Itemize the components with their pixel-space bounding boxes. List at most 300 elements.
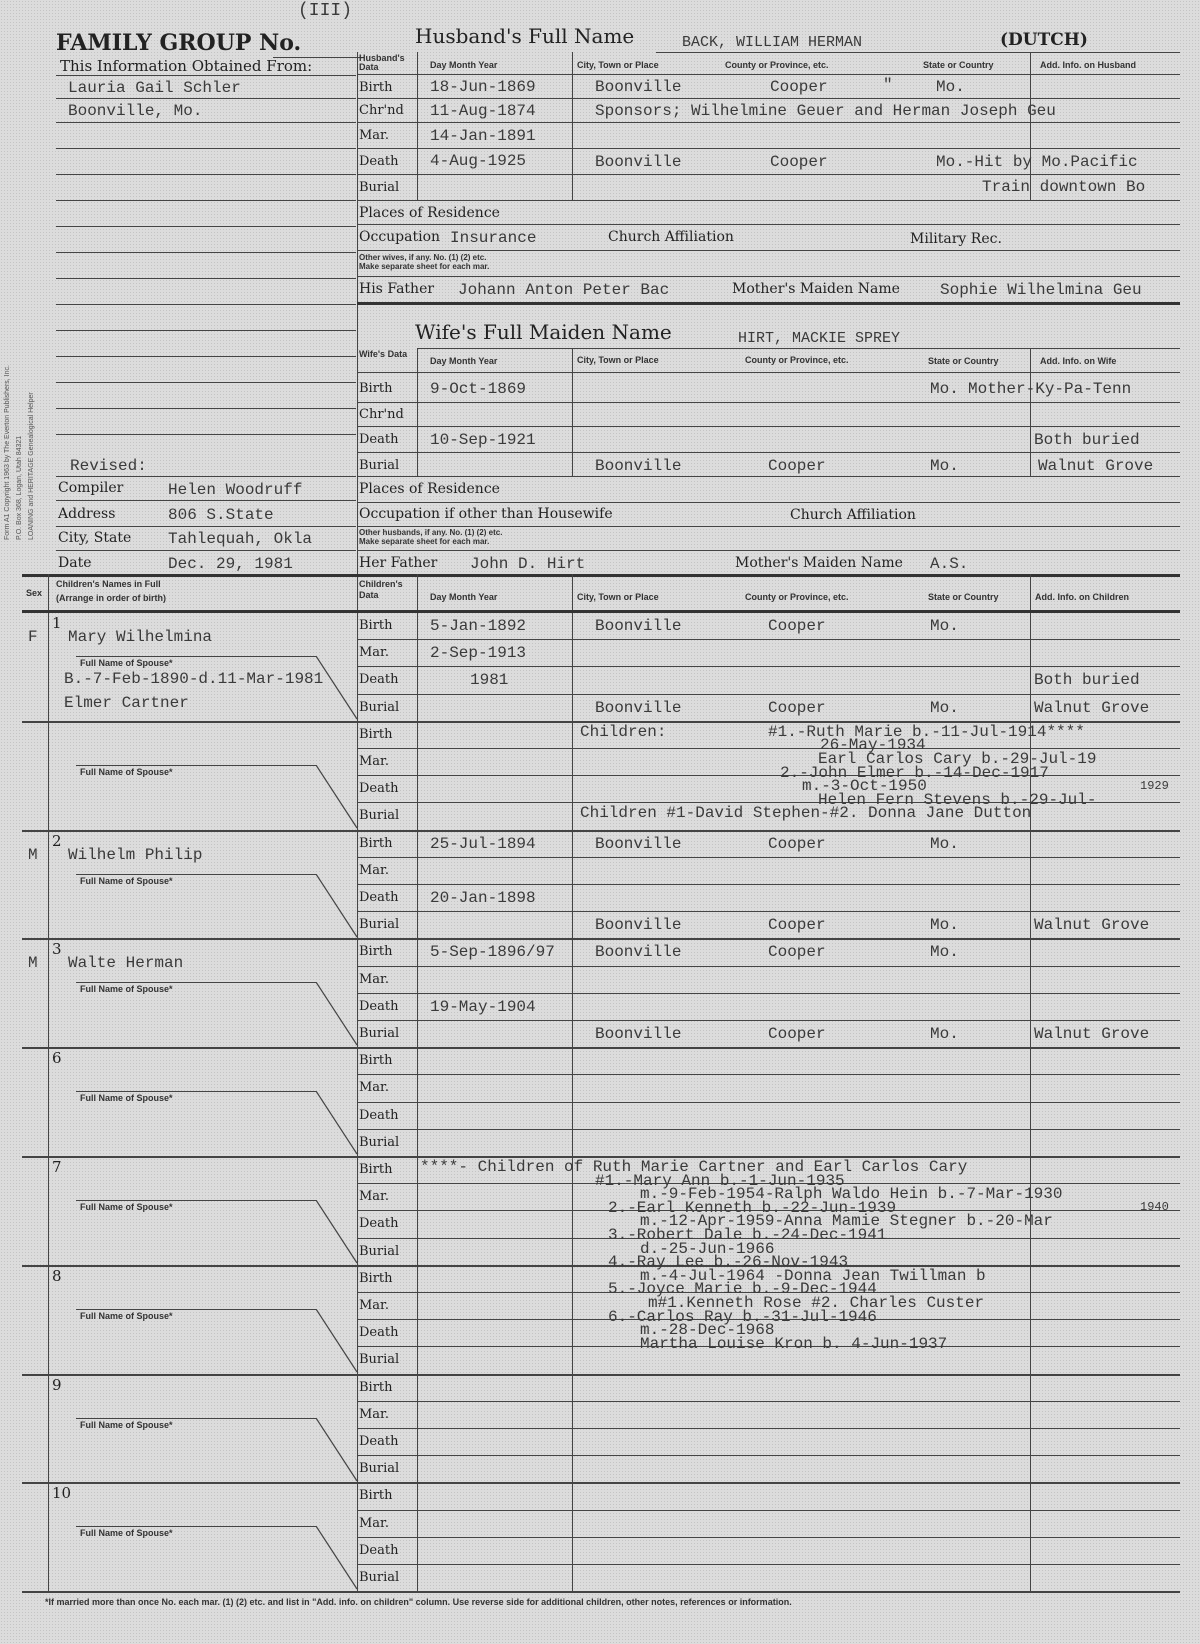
wife-church-label: Church Affiliation	[790, 507, 916, 523]
add-husband-header: Add. Info. on Husband	[1040, 60, 1136, 70]
block-divider	[22, 938, 1180, 940]
child-death-label: Death	[359, 1434, 399, 1449]
wife-death-date: 10-Sep-1921	[430, 431, 536, 449]
husband-chrnd-date: 11-Aug-1874	[430, 102, 536, 120]
child-birth-state: Mo.	[930, 943, 959, 962]
child-number: 2	[52, 831, 62, 850]
child-death-label: Death	[359, 672, 399, 688]
child-birth-county: Cooper	[768, 943, 826, 962]
husband-mar-date: 14-Jan-1891	[430, 127, 536, 145]
child-burial-add: Walnut Grove	[1034, 1025, 1150, 1043]
rule	[56, 526, 356, 527]
husband-chrnd-label: Chr'nd	[359, 103, 404, 118]
husband-birth-city: Boonville	[595, 78, 682, 96]
rule	[357, 98, 1180, 99]
child-birth-city: Boonville	[595, 943, 682, 962]
address-label: Address	[58, 506, 116, 522]
note-helen-fern: Helen Fern Stevens b.-29-Jul-	[818, 790, 1097, 809]
spouse-bracket	[316, 874, 360, 939]
wife-burial-add: Walnut Grove	[1038, 457, 1154, 475]
wife-state-header: State or Country	[928, 356, 999, 366]
child-spouse-name: Elmer Cartner	[64, 694, 189, 712]
spouse-bracket	[316, 1200, 360, 1265]
her-father-label: Her Father	[359, 555, 438, 571]
child-death-label: Death	[359, 998, 399, 1014]
child-birth-state: Mo.	[930, 834, 959, 853]
wife-burial-county: Cooper	[768, 457, 826, 475]
city-header: City, Town or Place	[577, 60, 659, 70]
row-divider	[357, 1102, 1180, 1103]
add-wife-header: Add. Info. on Wife	[1040, 356, 1117, 366]
husband-occupation: Insurance	[450, 229, 537, 247]
wife-birth-date: 9-Oct-1869	[430, 380, 527, 398]
block-divider	[22, 1047, 1180, 1049]
state-header: State or Country	[923, 60, 994, 70]
child-birth-label: Birth	[359, 944, 393, 960]
child-burial-label: Burial	[359, 1026, 400, 1041]
husband-occupation-label: Occupation	[359, 229, 441, 245]
rule	[357, 122, 1180, 123]
wife-data-header: Wife's Data	[359, 349, 408, 359]
note-year-1929: 1929	[1140, 779, 1169, 794]
spouse-name-label: Full Name of Spouse*	[80, 1419, 173, 1430]
child-number: 6	[52, 1049, 62, 1068]
rule	[56, 408, 356, 409]
child-birth-label: Birth	[359, 726, 393, 742]
row-divider	[357, 1074, 1180, 1075]
rule	[56, 226, 356, 227]
child-burial-county: Cooper	[768, 916, 826, 935]
child-birth-label: Birth	[359, 1270, 393, 1286]
informant-location: Boonville, Mo.	[68, 102, 203, 120]
compiler-address: 806 S.State	[168, 506, 274, 524]
rule	[357, 372, 1180, 373]
child-birth-label: Birth	[359, 835, 393, 851]
wife-burial-label: Burial	[359, 458, 400, 473]
grandchild-note: m.-12-Apr-1959-Anna Mamie Stegner b.-20-Mar	[640, 1212, 1053, 1231]
row-divider	[357, 1564, 1180, 1565]
child-spouse-dates: B.-7-Feb-1890-d.11-Mar-1981	[64, 670, 324, 688]
column-divider	[1030, 348, 1031, 476]
rule	[56, 278, 356, 279]
row-divider	[357, 1020, 1180, 1021]
child-burial-city: Boonville	[595, 698, 682, 717]
grandchild-note: 1940	[1140, 1199, 1169, 1214]
child-mar-label: Mar.	[359, 754, 389, 769]
rule	[357, 74, 1180, 75]
husband-death-label: Death	[359, 154, 399, 169]
grandchild-note: m.-9-Feb-1954-Ralph Waldo Hein b.-7-Mar-1930	[640, 1185, 1063, 1204]
rule	[357, 502, 1180, 503]
rule	[56, 122, 356, 123]
rule	[56, 174, 356, 175]
spouse-bracket	[316, 1418, 360, 1483]
child-birth-date: 5-Sep-1896/97	[430, 943, 555, 962]
husband-birth-date: 18-Jun-1869	[430, 78, 536, 96]
child-mar-label: Mar.	[359, 1298, 389, 1313]
section-divider	[22, 574, 1180, 577]
spouse-bracket	[316, 1526, 360, 1591]
children-county-header: County or Province, etc.	[745, 592, 849, 602]
child-mar-label: Mar.	[359, 1080, 389, 1096]
wife-city-header: City, Town or Place	[577, 355, 659, 365]
column-divider	[417, 348, 418, 476]
child-mar-label: Mar.	[359, 1189, 389, 1205]
child-burial-county: Cooper	[768, 698, 826, 717]
spouse-line	[76, 765, 316, 766]
row-divider	[357, 1455, 1180, 1456]
spouse-bracket	[316, 1309, 360, 1374]
his-mother-label: Mother's Maiden Name	[732, 281, 900, 297]
children-state-header: State or Country	[928, 592, 999, 602]
spouse-bracket	[316, 656, 360, 721]
child-birth-label: Birth	[359, 1162, 393, 1177]
rule	[357, 452, 1180, 453]
spouse-bracket	[316, 982, 360, 1047]
child-birth-county: Cooper	[768, 617, 826, 635]
her-father: John D. Hirt	[470, 555, 586, 573]
wife-burial-city: Boonville	[595, 457, 682, 475]
spouse-name-label: Full Name of Spouse*	[80, 1093, 173, 1104]
children-names-header: Children's Names in Full	[56, 579, 161, 589]
husband-death-city: Boonville	[595, 153, 682, 171]
row-divider	[357, 1537, 1180, 1538]
husband-church-label: Church Affiliation	[608, 229, 734, 245]
child-burial-state: Mo.	[930, 916, 959, 935]
copyright-note	[4, 280, 64, 540]
other-husbands-line-1: Other husbands, if any. No. (1) (2) etc.	[359, 528, 503, 537]
rule	[357, 250, 1180, 251]
child-burial-label: Burial	[359, 1243, 400, 1259]
rule	[56, 75, 356, 76]
grandchild-note: Martha Louise Kron b. 4-Jun-1937	[640, 1334, 948, 1353]
row-divider	[357, 1510, 1180, 1511]
grandchild-note: m#1.Kenneth Rose #2. Charles Custer	[648, 1294, 985, 1312]
city-state-label: City, State	[58, 530, 132, 546]
row-divider	[357, 748, 1180, 749]
child-birth-label: Birth	[359, 1379, 393, 1395]
child-birth-label: Birth	[359, 1488, 393, 1504]
children-data-header: Children's Data	[359, 579, 403, 600]
wife-date-header: Day Month Year	[430, 356, 498, 366]
rule	[357, 426, 1180, 427]
section-divider	[22, 610, 1180, 613]
husband-birth-label: Birth	[359, 80, 393, 95]
spouse-line	[76, 1526, 316, 1527]
rule	[357, 174, 1180, 175]
children-city-header: City, Town or Place	[577, 592, 659, 602]
husband-data-header: Husband's Data	[359, 53, 405, 72]
copyright-line-3: LOANING and HERITAGE Genealogical Helper	[28, 392, 35, 540]
spouse-line	[76, 1091, 316, 1092]
child-burial-label: Burial	[359, 1134, 400, 1150]
husband-birth-state: Mo.	[936, 78, 965, 96]
other-wives-line-2: Make separate sheet for each mar.	[359, 262, 490, 271]
footer-note: *If married more than once No. each mar. (1) (2) etc. and list in "Add. info. on children" column. Use reverse side for additional children, other notes, references or information.	[45, 1597, 792, 1607]
child-burial-city: Boonville	[595, 916, 682, 935]
note-john-marriage: m.-3-Oct-1950	[802, 777, 927, 796]
child-mar-date: 2-Sep-1913	[430, 644, 527, 663]
row-divider	[357, 666, 1180, 667]
spouse-line	[76, 1418, 316, 1419]
spouse-name-label: Full Name of Spouse*	[80, 1310, 173, 1321]
rule	[56, 382, 356, 383]
child-burial-label: Burial	[359, 917, 400, 933]
grandchild-note: ****- Children of Ruth Marie Cartner and Earl Carlos Cary	[420, 1158, 968, 1176]
wife-death-label: Death	[359, 432, 399, 447]
child-number: 3	[52, 940, 62, 959]
spouse-line	[76, 874, 316, 875]
child-number: 10	[52, 1484, 72, 1503]
row-divider	[357, 639, 1180, 640]
grandchild-note: d.-25-Jun-1966	[640, 1239, 775, 1258]
her-mother: A.S.	[930, 555, 969, 573]
husband-name-line	[656, 52, 1180, 53]
child-number: 1	[52, 614, 62, 632]
child-death-date: 20-Jan-1898	[430, 889, 536, 907]
other-wives-line-1: Other wives, if any. No. (1) (2) etc.	[359, 253, 487, 262]
column-divider	[417, 574, 418, 1592]
other-husbands-line-2: Make separate sheet for each mar.	[359, 537, 490, 546]
husband-origin: (DUTCH)	[1000, 30, 1088, 50]
rule	[56, 148, 356, 149]
child-death-label: Death	[359, 1216, 399, 1232]
wife-death-add: Both buried	[1034, 431, 1140, 449]
spouse-line	[76, 656, 316, 657]
grandchild-note: #1.-Mary Ann b.-1-Jun-1935	[595, 1171, 845, 1190]
child-death-label: Death	[359, 890, 399, 905]
add-children-header: Add. Info. on Children	[1035, 592, 1129, 602]
child-sex: M	[28, 954, 38, 973]
child-burial-county: Cooper	[768, 1025, 826, 1043]
child-mar-label: Mar.	[359, 971, 389, 987]
child-sex: F	[28, 628, 38, 646]
child-name: Wilhelm Philip	[68, 845, 203, 864]
county-header: County or Province, etc.	[725, 60, 829, 70]
child-death-label: Death	[359, 1325, 399, 1341]
husband-chrnd-sponsors: Sponsors; Wilhelmine Geuer and Herman Joseph Geu	[595, 102, 1056, 120]
husband-burial-note: Train downtown Bo	[982, 178, 1146, 196]
column-divider	[572, 348, 573, 476]
husband-birth-ditto: "	[883, 76, 893, 94]
rule	[357, 276, 1180, 277]
section-divider	[357, 302, 1180, 305]
wife-residence-label: Places of Residence	[359, 481, 500, 497]
grandchild-note: 2.-Earl Kenneth b.-22-Jun-1939	[608, 1198, 897, 1217]
rule	[357, 200, 1180, 201]
child-burial-add: Walnut Grove	[1034, 916, 1150, 935]
child-death-add: Both buried	[1034, 671, 1140, 690]
informant-name: Lauria Gail Schler	[68, 79, 241, 97]
other-husbands-note	[359, 528, 502, 546]
block-divider	[22, 1374, 1180, 1376]
child-burial-add: Walnut Grove	[1034, 698, 1150, 717]
rule	[417, 348, 1180, 349]
row-divider	[357, 884, 1180, 885]
row-divider	[357, 911, 1180, 912]
rule	[357, 476, 1180, 477]
rule	[357, 224, 1180, 225]
row-divider	[357, 775, 1180, 776]
column-divider	[572, 574, 573, 1592]
spouse-name-label: Full Name of Spouse*	[80, 1528, 173, 1539]
spouse-name-label: Full Name of Spouse*	[80, 766, 173, 777]
wife-chrnd-label: Chr'nd	[359, 407, 404, 422]
compiler-date: Dec. 29, 1981	[168, 555, 293, 573]
rule	[56, 356, 356, 357]
child-number: 9	[52, 1375, 62, 1394]
spouse-line	[76, 982, 316, 983]
row-divider	[357, 694, 1180, 695]
block-divider	[22, 1591, 1180, 1593]
child-birth-label: Birth	[359, 618, 393, 633]
children-names-subheader: (Arrange in order of birth)	[56, 593, 166, 603]
obtained-from-label: This Information Obtained From:	[60, 57, 313, 75]
row-divider	[357, 1129, 1180, 1130]
grandchild-note: 4.-Ray Lee b.-26-Nov-1943	[608, 1253, 849, 1272]
child-birth-county: Cooper	[768, 834, 826, 853]
child-burial-label: Burial	[359, 699, 400, 715]
rule	[357, 550, 1180, 551]
his-mother: Sophie Wilhelmina Geu	[940, 281, 1142, 299]
note-john-elmer: 2.-John Elmer b.-14-Dec-1917	[780, 763, 1049, 782]
her-mother-label: Mother's Maiden Name	[735, 555, 903, 571]
rule	[56, 304, 356, 305]
revised-label: Revised:	[70, 457, 147, 475]
child-burial-label: Burial	[359, 1352, 400, 1368]
wife-county-header: County or Province, etc.	[745, 355, 849, 365]
husband-name: BACK, WILLIAM HERMAN	[682, 34, 863, 51]
row-divider	[357, 1401, 1180, 1402]
husband-birth-county: Cooper	[770, 78, 828, 96]
block-divider	[22, 1265, 1180, 1267]
husband-name-label: Husband's Full Name	[415, 24, 635, 48]
spouse-name-label: Full Name of Spouse*	[80, 984, 173, 995]
spouse-line	[76, 1309, 316, 1310]
child-birth-city: Boonville	[595, 617, 682, 635]
spouse-name-label: Full Name of Spouse*	[80, 658, 173, 668]
child-birth-date: 25-Jul-1894	[430, 834, 536, 853]
copyright-line-2: P.O. Box 368, Logan, Utah 84321	[16, 435, 23, 540]
grandchild-note: 5.-Joyce Marie b.-9-Dec-1944	[608, 1280, 877, 1299]
child-name: Walte Herman	[68, 954, 184, 973]
rule	[56, 500, 356, 501]
date-header: Day Month Year	[430, 60, 498, 70]
note-grandchildren: Children #1-David Stephen-#2. Donna Jane Dutton	[580, 804, 1032, 823]
note-ruth-marie: #1.-Ruth Marie b.-11-Jul-1914****	[768, 722, 1085, 741]
wife-name: HIRT, MACKIE SPREY	[738, 330, 901, 347]
grandchild-note: m.-28-Dec-1968	[640, 1321, 775, 1340]
husband-death-date: 4-Aug-1925	[430, 152, 527, 170]
child-burial-label: Burial	[359, 808, 400, 824]
grandchild-note: m.-4-Jul-1964 -Donna Jean Twillman b	[640, 1266, 986, 1285]
husband-burial-label: Burial	[359, 180, 400, 195]
rule	[56, 330, 356, 331]
row-divider	[357, 993, 1180, 994]
note-ruth-marriage: 26-May-1934	[820, 736, 926, 755]
child-number: 7	[52, 1158, 62, 1176]
spouse-bracket	[316, 1091, 360, 1156]
child-death-date: 1981	[470, 671, 509, 690]
rule	[56, 434, 356, 435]
child-mar-label: Mar.	[359, 1515, 389, 1531]
block-divider	[22, 1482, 1180, 1484]
compiler-name: Helen Woodruff	[168, 481, 303, 499]
wife-name-label: Wife's Full Maiden Name	[415, 320, 672, 344]
group-number: (III)	[298, 1, 353, 21]
rule	[357, 402, 1180, 403]
rule	[56, 98, 356, 99]
rule	[357, 526, 1180, 527]
child-death-label: Death	[359, 781, 399, 797]
his-father-label: His Father	[359, 281, 435, 297]
child-birth-state: Mo.	[930, 617, 959, 635]
husband-death-state: Mo.-Hit by Mo.Pacific	[936, 153, 1138, 171]
rule	[56, 200, 356, 201]
husband-death-county: Cooper	[770, 153, 828, 171]
child-birth-city: Boonville	[595, 834, 682, 853]
spouse-name-label: Full Name of Spouse*	[80, 1202, 173, 1212]
child-death-label: Death	[359, 1107, 399, 1123]
copyright-line-1: Form A1 Copyright 1963 by The Everton Publishers, Inc.	[4, 365, 11, 540]
wife-birth-state: Mo.	[930, 380, 959, 398]
wife-occupation-label: Occupation if other than Housewife	[359, 506, 613, 522]
other-wives-note	[359, 253, 489, 271]
child-burial-label: Burial	[359, 1570, 400, 1585]
row-divider	[357, 857, 1180, 858]
rule	[56, 252, 356, 253]
child-sex: M	[28, 845, 38, 864]
block-divider	[22, 830, 1180, 832]
child-birth-label: Birth	[359, 1053, 393, 1069]
grandchild-note: 3.-Robert Dale b.-24-Dec-1941	[608, 1226, 887, 1244]
sex-header: Sex	[26, 588, 43, 598]
child-name: Mary Wilhelmina	[68, 628, 213, 646]
child-burial-label: Burial	[359, 1461, 400, 1477]
child-death-date: 19-May-1904	[430, 997, 536, 1016]
wife-birth-label: Birth	[359, 381, 393, 396]
child-burial-city: Boonville	[595, 1025, 682, 1043]
husband-mar-label: Mar.	[359, 128, 389, 143]
spouse-bracket	[316, 765, 360, 830]
date-label: Date	[58, 555, 92, 571]
husband-military-label: Military Rec.	[910, 231, 1002, 247]
his-father: Johann Anton Peter Bac	[458, 281, 670, 299]
rule	[56, 550, 356, 551]
wife-birth-add: Mother-Ky-Pa-Tenn	[968, 380, 1132, 398]
children-date-header: Day Month Year	[430, 592, 498, 602]
note-children-label: Children:	[580, 722, 667, 741]
row-divider	[357, 966, 1180, 967]
child-death-label: Death	[359, 1542, 399, 1558]
compiler-city: Tahlequah, Okla	[168, 530, 313, 548]
column-divider	[48, 574, 49, 1592]
child-birth-date: 5-Jan-1892	[430, 617, 527, 635]
note-earl-carlos: Earl Carlos Cary b.-29-Jul-19	[818, 750, 1097, 768]
child-mar-label: Mar.	[359, 1406, 389, 1422]
compiler-label: Compiler	[58, 480, 124, 496]
child-burial-state: Mo.	[930, 698, 959, 717]
form-title: FAMILY GROUP No.	[56, 30, 302, 56]
rule	[357, 148, 1180, 149]
husband-residence-label: Places of Residence	[359, 205, 500, 221]
wife-burial-state: Mo.	[930, 457, 959, 475]
child-number: 8	[52, 1266, 62, 1285]
spouse-name-label: Full Name of Spouse*	[80, 875, 173, 886]
row-divider	[357, 1428, 1180, 1429]
child-mar-label: Mar.	[359, 645, 389, 661]
grandchild-note: 6.-Carlos Ray b.-31-Jul-1946	[608, 1307, 877, 1326]
